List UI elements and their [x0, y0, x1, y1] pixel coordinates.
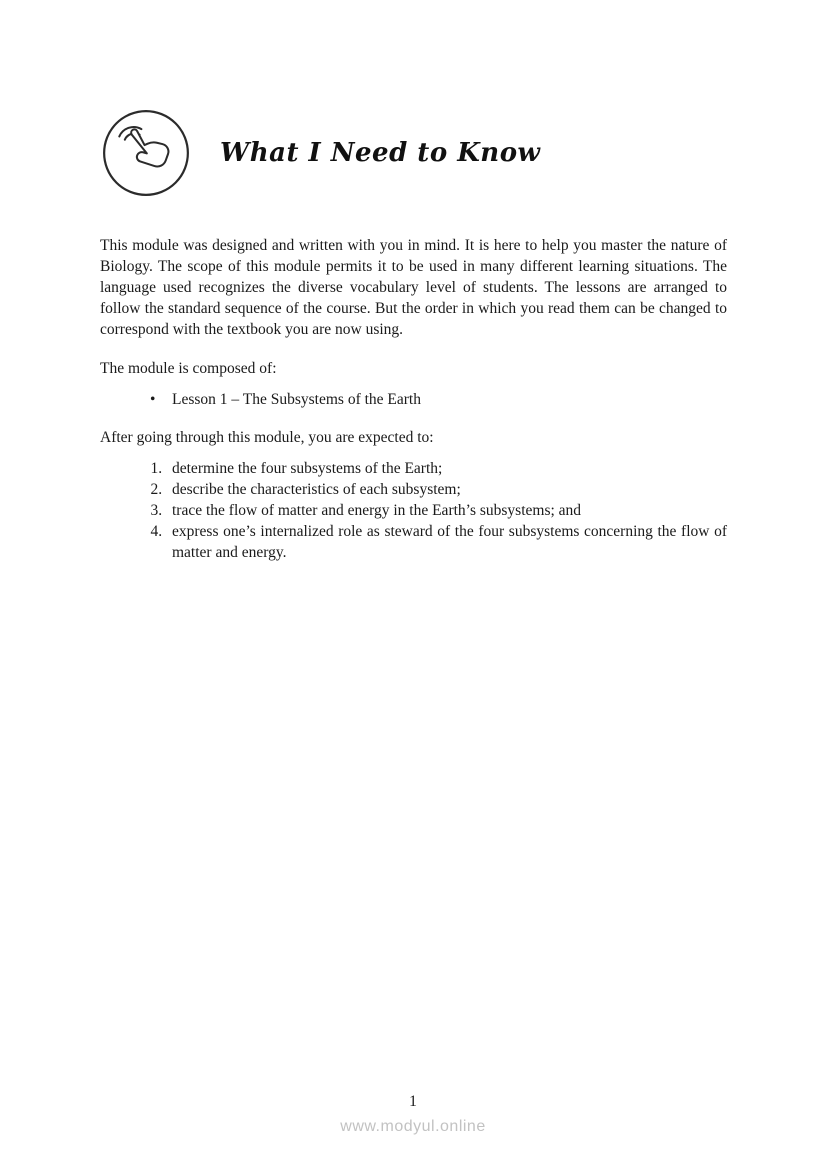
composed-lead: The module is composed of: — [100, 360, 277, 378]
intro-paragraph: This module was designed and written with you in mind. It is here to help you master the nature of Biology. The scope of this module permits it to be used in many different learning situations. The language used recognizes the diverse vocabulary level of students. The lessons are arranged to follow the standard sequence of the course. But the order in which you read them can be changed to correspond with the textbook you are now using. — [100, 237, 727, 339]
objectives-list — [100, 458, 727, 563]
objectives-lead: After going through this module, you are expected to: — [100, 428, 434, 446]
list-item: 3. trace the flow of matter and energy in the Earth’s subsystems; and — [166, 500, 727, 521]
list-item: • Lesson 1 – The Subsystems of the Earth — [150, 389, 727, 410]
list-item: 4. express one’s internalized role as steward of the four subsystems concerning the flow of matter and energy. — [166, 521, 727, 563]
module-lesson-list — [100, 389, 727, 410]
section-header — [100, 0, 727, 199]
section-title: What I Need to Know — [220, 138, 541, 168]
page-footer — [0, 1094, 826, 1169]
list-item: 1. determine the four subsystems of the Earth; — [166, 458, 727, 479]
list-item: 2. describe the characteristics of each subsystem; — [166, 479, 727, 500]
touch-hand-icon — [100, 107, 192, 199]
watermark: www.modyul.online — [340, 1118, 486, 1135]
page-number: 1 — [409, 1093, 417, 1110]
page-content — [0, 0, 826, 563]
